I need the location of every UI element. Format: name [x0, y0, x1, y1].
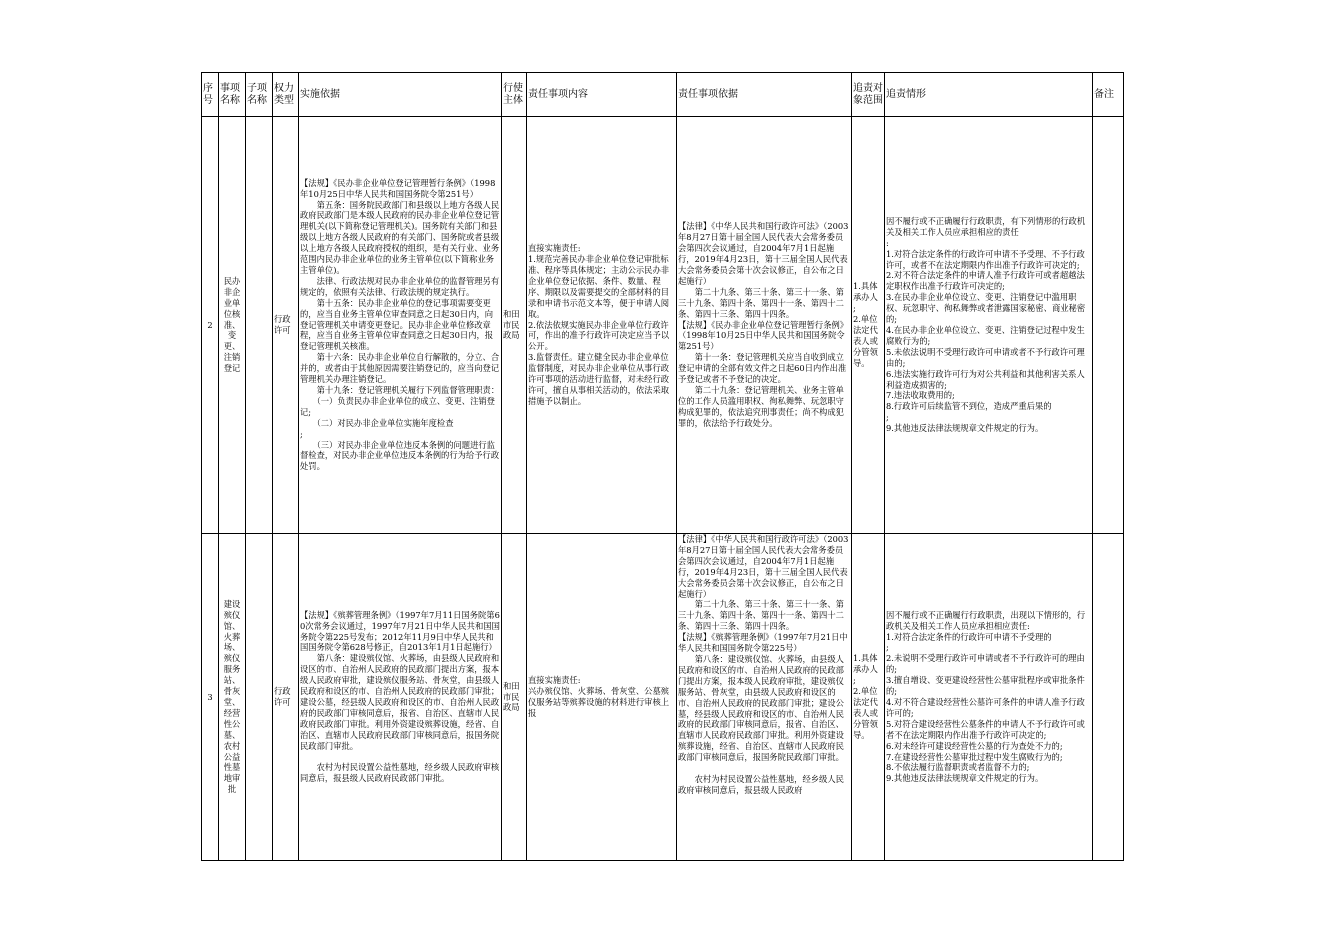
cell-subject: 和田市民政局 [502, 117, 527, 534]
cell-item-name: 建设殡仪馆、火葬场、殡仪服务站、骨灰堂、经营性公墓、农村公益性墓地审批 [219, 534, 246, 861]
header-scope: 追责对象范围 [852, 73, 885, 117]
table-row [202, 117, 1124, 534]
cell-duty-content: 直接实施责任: 1.规范完善民办非企业单位登记审批标准、程序等具体规定；主动公示民办非企业单位登记依据、条件、数量、程序、期限以及需要提交的全部材料的目录和申请书示范文本等，便于申请人阅取。 2.依法依规实施民办非企业单位行政许可，作出的准予行政许可决定应当予以公开。 3.监督责任。建立健全民办非企业单位监督制度，对民办非企业单位从事行政许可事项的活动进行监督，对未经行政许可，擅自从事相关活动的，依法采取措施予以制止。 [527, 117, 677, 534]
cell-remark [1093, 117, 1124, 534]
cell-duty-basis: 【法律】《中华人民共和国行政许可法》（2003年8月27日第十届全国人民代表大会常务委员会第四次会议通过，自2004年7月1日起施行，2019年4月23日，第十三届全国人民代表大会常务委员会第十次会议修正，自公布之日起施行） 第二十九条、第三十条、第三十一条、第三十九条、第四十条、第四十一条、第四十二条、第四十三条、第四十四条。 【法规】《民办非企业单位登记管理暂行条例》（1998年10月25日中华人民共和国国务院令第251号） 第十一条：登记管理机关应当自收到成立登记申请的全部有效文件之日起60日内作出准予登记或者不予登记的决定。 第二十九条：登记管理机关、业务主管单位的工作人员滥用职权、徇私舞弊、玩忽职守构成犯罪的，依法追究刑事责任；尚不构成犯罪的，依法给予行政处分。 [677, 117, 852, 534]
cell-scope: 1.具体承办人 ; 2.单位法定代表人或分管领导。 [852, 117, 885, 534]
cell-sub-item [246, 117, 273, 534]
header-item-name: 事项名称 [219, 73, 246, 117]
cell-remark [1093, 534, 1124, 861]
header-sub-item: 子项名称 [246, 73, 273, 117]
header-duty-content: 责任事项内容 [527, 73, 677, 117]
cell-seq: 3 [202, 534, 219, 861]
cell-basis: 【法规】《民办非企业单位登记管理暂行条例》（1998年10月25日中华人民共和国国务院令第251号） 第五条：国务院民政部门和县级以上地方各级人民政府民政部门是本级人民政府的民办非企业单位登记管理机关(以下简称登记管理机关)。国务院有关部门和县级以上地方各级人民政府的有关部门、国务院或者县级以上地方各级人民政府授权的组织，是有关行业、业务范围内民办非企业单位的业务主管单位(以下简称业务主管单位)。 法律、行政法规对民办非企业单位的监督管理另有规定的，依照有关法律、行政法规的规定执行。 第十五条：民办非企业单位的登记事项需要变更的，应当自业务主管单位审查同意之日起30日内，向登记管理机关申请变更登记。民办非企业单位修改章程，应当自业务主管单位审查同意之日起30日内，报登记管理机关核准。 第十六条：民办非企业单位自行解散的，分立、合并的，或者由于其他原因需要注销登记的，应当向登记管理机关办理注销登记。 第十九条：登记管理机关履行下列监督管理职责： （一）负责民办非企业单位的成立、变更、注销登记; （二）对民办非企业单位实施年度检查 ; （三）对民办非企业单位违反本条例的问题进行监督检查，对民办非企业单位违反本条例的行为给予行政处罚。 [299, 117, 502, 534]
header-power-type: 权力类型 [273, 73, 299, 117]
header-remark: 备注 [1093, 73, 1124, 117]
cell-item-name: 民办非企业单位核准、变更、注销登记 [219, 117, 246, 534]
header-duty-basis: 责任事项依据 [677, 73, 852, 117]
responsibility-table [201, 72, 1124, 861]
cell-power-type: 行政许可 [273, 534, 299, 861]
header-subject: 行使主体 [502, 73, 527, 117]
cell-subject: 和田市民政局 [502, 534, 527, 861]
cell-situation: 因不履行或不正确履行行政职责，出现以下情形的，行政机关及相关工作人员应承担相应责任: 1.对符合法定条件的行政许可申请不予受理的 ; 2.未说明不受理行政许可申请或者不予行政许可的理由的; 3.擅自增设、变更建设经营性公墓审批程序或审批条件的; 4.对不符合建设经营性公墓许可条件的申请人准予行政许可的; 5.对符合建设经营性公墓条件的申请人不予行政许可或者不在法定期限内作出准予行政许可决定的; 6.对未经许可建设经营性公墓的行为查处不力的; 7.在建设经营性公墓审批过程中发生腐败行为的; 8.不依法履行监督职责或者监督不力的; 9.其他违反法律法规规章文件规定的行为。 [885, 534, 1093, 861]
cell-basis: 【法规】《殡葬管理条例》（1997年7月11日国务院第60次常务会议通过，1997年7月21日中华人民共和国国务院令第225号发布；2012年11月9日中华人民共和国国务院令第628号修正，自2013年1月1日起施行） 第八条：建设殡仪馆、火葬场，由县级人民政府和设区的市、自治州人民政府的民政部门提出方案，报本级人民政府审批，建设殡仪服务站、骨灰堂，由县级人民政府和设区的市、自治州人民政府的民政部门审批；建设公墓，经县级人民政府和设区的市、自治州人民政府的民政部门审核同意后，报省、自治区、直辖市人民政府民政部门审批。利用外资建设殡葬设施，经省、自治区、直辖市人民政府民政部门审核同意后，报国务院民政部门审批。 农村为村民设置公益性墓地，经乡级人民政府审核同意后，报县级人民政府民政部门审批。 [299, 534, 502, 861]
cell-power-type: 行政许可 [273, 117, 299, 534]
table-row [202, 534, 1124, 861]
cell-sub-item [246, 534, 273, 861]
header-seq: 序号 [202, 73, 219, 117]
cell-duty-content: 直接实施责任: 兴办殡仪馆、火葬场、骨灰堂、公墓殡仪服务站等殡葬设施的材料进行审核上报 [527, 534, 677, 861]
header-basis: 实施依据 [299, 73, 502, 117]
header-situation: 追责情形 [885, 73, 1093, 117]
cell-situation: 因不履行或不正确履行行政职责，有下列情形的行政机关及相关工作人员应承担相应的责任 : 1.对符合法定条件的行政许可申请不予受理、不予行政许可，或者不在法定期限内作出准予行政许可决定的; 2.对不符合法定条件的申请人准予行政许可或者超越法定职权作出准予行政许可决定的; 3.在民办非企业单位设立、变更、注销登记中滥用职权、玩忽职守、徇私舞弊或者泄露国家秘密、商业秘密的; 4.在民办非企业单位设立、变更、注销登记过程中发生腐败行为的; 5.未依法说明不受理行政许可申请或者不予行政许可理由的; 6.违法实施行政许可行为对公共利益和其他利害关系人利益造成损害的; 7.违法收取费用的; 8.行政许可后续监管不到位，造成严重后果的 ; 9.其他违反法律法规规章文件规定的行为。 [885, 117, 1093, 534]
cell-duty-basis: 【法律】《中华人民共和国行政许可法》（2003年8月27日第十届全国人民代表大会常务委员会第四次会议通过，自2004年7月1日起施行，2019年4月23日，第十三届全国人民代表大会常务委员会第十次会议修正，自公布之日起施行） 第二十九条、第三十条、第三十一条、第三十九条、第四十条、第四十一条、第四十二条、第四十三条、第四十四条。 【法规】《殡葬管理条例》（1997年7月21日中华人民共和国国务院令第225号） 第八条：建设殡仪馆、火葬场，由县级人民政府和设区的市、自治州人民政府的民政部门提出方案，报本级人民政府审批，建设殡仪服务站、骨灰堂，由县级人民政府和设区的市、自治州人民政府的民政部门审批；建设公墓，经县级人民政府和设区的市、自治州人民政府的民政部门审核同意后，报省、自治区、直辖市人民政府民政部门审批。利用外资建设殡葬设施，经省、自治区、直辖市人民政府民政部门审核同意后，报国务院民政部门审批。 农村为村民设置公益性墓地，经乡级人民政府审核同意后，报县级人民政府 [677, 534, 852, 861]
header-row [202, 73, 1124, 117]
cell-scope: 1.具体承办人 ; 2.单位法定代表人或分管领导。 [852, 534, 885, 861]
cell-seq: 2 [202, 117, 219, 534]
